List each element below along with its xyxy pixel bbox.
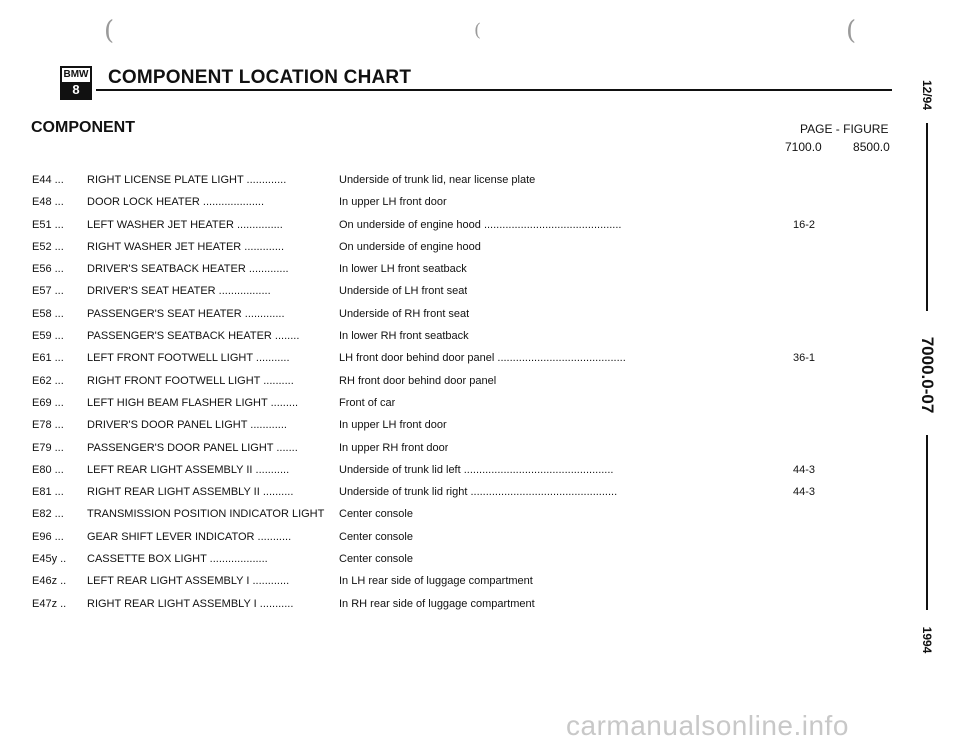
page-figure-values: [785, 140, 890, 154]
component-description: TRANSMISSION POSITION INDICATOR LIGHT: [87, 508, 325, 521]
scan-mark: (: [474, 20, 482, 41]
component-location: In upper RH front door: [339, 441, 449, 454]
page-value: 7100.0: [785, 140, 822, 154]
header-rule: [96, 89, 892, 91]
table-row: [0, 215, 960, 237]
table-row: [0, 393, 960, 415]
component-description: RIGHT WASHER JET HEATER .............: [87, 240, 285, 253]
component-code: E79 ...: [32, 441, 64, 454]
table-row: [0, 326, 960, 348]
component-location: Center console: [339, 553, 413, 566]
component-description: RIGHT FRONT FOOTWELL LIGHT ..........: [87, 374, 294, 387]
component-description: LEFT HIGH BEAM FLASHER LIGHT .........: [87, 396, 299, 409]
component-location: Underside of LH front seat: [339, 285, 468, 298]
component-code: E44 ...: [32, 174, 64, 186]
table-row: [0, 415, 960, 437]
table-row: [0, 549, 960, 571]
table-row: [0, 504, 960, 526]
component-location: On underside of engine hood .............................................: [339, 218, 622, 231]
component-description: DRIVER'S SEAT HEATER .................: [87, 285, 271, 298]
component-code: E51 ...: [32, 218, 64, 231]
page-title: COMPONENT LOCATION CHART: [108, 67, 412, 88]
component-code: E48 ...: [32, 196, 64, 209]
component-code: E69 ...: [32, 396, 64, 409]
table-row: [0, 438, 960, 460]
component-description: PASSENGER'S SEATBACK HEATER ........: [87, 330, 300, 343]
table-row: [0, 192, 960, 214]
component-location: In lower LH front seatback: [339, 263, 467, 276]
table-row: [0, 348, 960, 370]
component-code: E96 ...: [32, 530, 64, 543]
table-row: [0, 304, 960, 326]
component-code: E56 ...: [32, 263, 64, 276]
table-row: [0, 482, 960, 504]
component-code: E52 ...: [32, 240, 64, 253]
page-figure-heading: PAGE - FIGURE: [800, 122, 889, 136]
table-row: [0, 281, 960, 303]
logo-brand: BMW: [63, 69, 89, 80]
component-location: In RH rear side of luggage compartment: [339, 597, 535, 610]
table-row: [0, 259, 960, 281]
component-code: E45y ..: [32, 553, 67, 566]
component-code: E59 ...: [32, 330, 64, 343]
page-number: 7000.0-07: [918, 336, 937, 414]
component-code: E58 ...: [32, 307, 64, 320]
component-description: GEAR SHIFT LEVER INDICATOR ...........: [87, 530, 292, 543]
table-row: [0, 237, 960, 259]
component-location: In lower RH front seatback: [339, 330, 469, 343]
figure-reference: 44-3: [793, 486, 816, 499]
margin-line: [926, 435, 928, 610]
component-description: LEFT WASHER JET HEATER ...............: [87, 218, 283, 231]
component-location: Underside of RH front seat: [339, 307, 470, 320]
figure-reference: 44-3: [793, 463, 816, 476]
watermark: carmanualsonline.info: [566, 710, 849, 741]
page-value: 8500.0: [853, 140, 890, 154]
table-row: [0, 371, 960, 393]
component-code: E46z ..: [32, 575, 67, 588]
component-location: Center console: [339, 508, 413, 521]
component-description: RIGHT REAR LIGHT ASSEMBLY I ...........: [87, 597, 294, 610]
component-location: Underside of trunk lid right ................................................: [339, 486, 618, 499]
component-description: LEFT FRONT FOOTWELL LIGHT ...........: [87, 352, 290, 365]
table-row: [0, 460, 960, 482]
component-location: In upper LH front door: [339, 419, 447, 432]
component-location: RH front door behind door panel: [339, 374, 497, 387]
component-location: In LH rear side of luggage compartment: [339, 575, 533, 588]
component-location: Center console: [339, 530, 413, 543]
table-row: [0, 170, 960, 192]
component-location: Underside of trunk lid left .................................................: [339, 463, 614, 476]
bmw-logo: [60, 66, 92, 100]
model-year: 1994: [920, 626, 934, 654]
scan-mark: (: [104, 16, 115, 46]
component-description: PASSENGER'S DOOR PANEL LIGHT .......: [87, 441, 298, 454]
component-description: LEFT REAR LIGHT ASSEMBLY II ...........: [87, 463, 290, 476]
table-row: [0, 571, 960, 593]
component-description: LEFT REAR LIGHT ASSEMBLY I ............: [87, 575, 290, 588]
component-location: LH front door behind door panel ..........................................: [339, 352, 626, 365]
component-description: RIGHT LICENSE PLATE LIGHT .............: [87, 174, 287, 186]
table-row: [0, 594, 960, 616]
component-code: E62 ...: [32, 374, 64, 387]
component-location: In upper LH front door: [339, 196, 447, 209]
component-description: CASSETTE BOX LIGHT ...................: [87, 553, 268, 566]
component-code: E78 ...: [32, 419, 64, 432]
issue-date: 12/94: [920, 79, 934, 111]
scan-mark: (: [846, 16, 857, 46]
component-list: [0, 170, 960, 616]
component-description: DRIVER'S DOOR PANEL LIGHT ............: [87, 419, 287, 432]
component-code: E82 ...: [32, 508, 64, 521]
component-location: Front of car: [339, 396, 396, 409]
component-code: E80 ...: [32, 463, 64, 476]
logo-series: 8: [62, 82, 90, 98]
margin-line: [926, 123, 928, 311]
component-location: Underside of trunk lid, near license plate: [339, 174, 536, 186]
component-code: E47z ..: [32, 597, 67, 610]
page-margin-index: [914, 55, 940, 705]
component-description: DOOR LOCK HEATER ....................: [87, 196, 265, 209]
figure-reference: 36-1: [793, 352, 816, 365]
component-description: RIGHT REAR LIGHT ASSEMBLY II ..........: [87, 486, 294, 499]
table-row: [0, 527, 960, 549]
component-code: E81 ...: [32, 486, 64, 499]
figure-reference: 16-2: [793, 218, 816, 231]
component-description: PASSENGER'S SEAT HEATER .............: [87, 307, 285, 320]
component-location: On underside of engine hood: [339, 240, 481, 253]
component-description: DRIVER'S SEATBACK HEATER .............: [87, 263, 289, 276]
component-column-heading: COMPONENT: [31, 119, 135, 136]
component-code: E61 ...: [32, 352, 64, 365]
component-code: E57 ...: [32, 285, 64, 298]
